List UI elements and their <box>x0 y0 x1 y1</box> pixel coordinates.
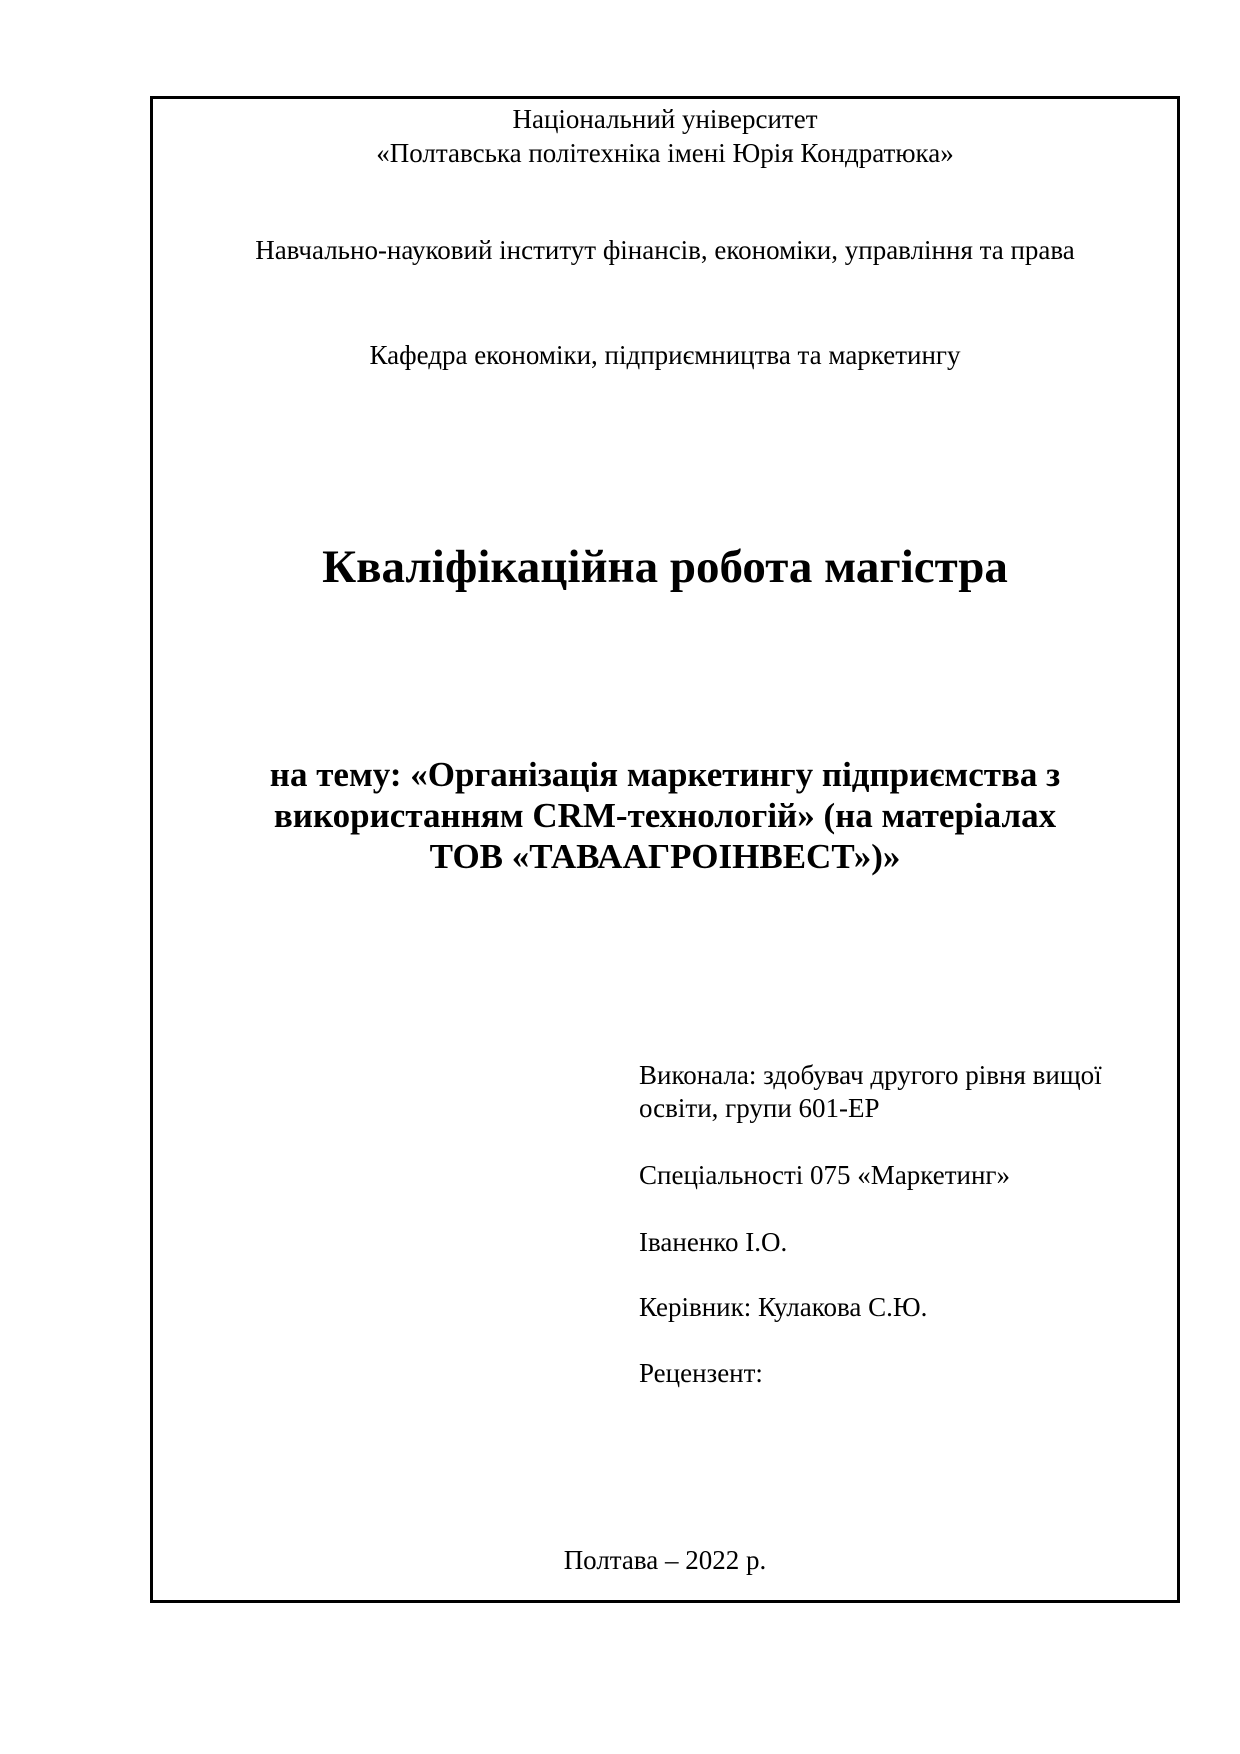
institute-name: Навчально-науковий інститут фінансів, економіки, управління та права <box>255 235 1075 265</box>
supervisor: Керівник: Кулакова С.Ю. <box>639 1292 928 1322</box>
department-name: Кафедра економіки, підприємництва та маркетингу <box>369 340 961 370</box>
reviewer: Рецензент: <box>639 1358 763 1388</box>
performed-by-line1: Виконала: здобувач другого рівня вищої <box>639 1060 1102 1090</box>
document-title: Кваліфікаційна робота магістра <box>322 541 1008 593</box>
page-border-frame <box>150 96 1180 1603</box>
university-name-line2: «Полтавська політехніка імені Юрія Кондратюка» <box>376 138 954 168</box>
topic-line-2: використанням CRM-технологій» (на матеріалах <box>273 796 1057 835</box>
performed-by-line2: освіти, групи 601-ЕР <box>639 1093 880 1123</box>
city-year-footer: Полтава – 2022 р. <box>563 1545 767 1575</box>
topic-line-1: на тему: «Організація маркетингу підприємства з <box>269 755 1061 794</box>
topic-line-3: ТОВ «ТАВААГРОІНВЕСТ»)» <box>429 837 901 876</box>
thesis-topic <box>153 754 1177 877</box>
author-name: Іваненко І.О. <box>639 1227 788 1257</box>
specialty: Спеціальності 075 «Маркетинг» <box>639 1160 1010 1190</box>
university-name-line1: Національний університет <box>512 104 818 134</box>
author-info-block <box>639 1059 1159 1125</box>
